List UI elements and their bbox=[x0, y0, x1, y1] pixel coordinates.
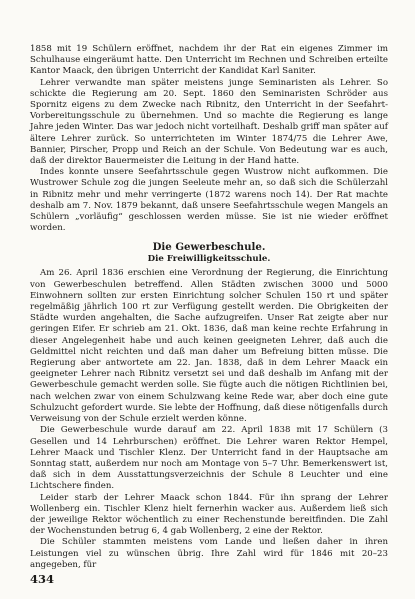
section-heading: Die Gewerbeschule. bbox=[152, 241, 266, 254]
paragraph: Die Gewerbeschule wurde darauf am 22. April 1838 mit 17 Schülern (3 Gesellen und 14 Lehrburschen) eröffnet. Die Lehrer waren Rektor Hempel, Lehrer Maack und Tischler Klenz. Der Unterricht fand in der Hauptsache am Sonntag statt, außerdem nur noch am Montage von 5–7 Uhr. Bemerkenswert ist, daß sich in dem Ausstattungsverzeichnis der Schule 8 Leuchter und eine Lichtschere finden. bbox=[30, 425, 388, 492]
section-subheading: Die Freiwilligkeitsschule. bbox=[147, 254, 271, 265]
paragraph: Indes konnte unsere Seefahrtsschule gegen Wustrow nicht aufkommen. Die Wustrower Schule zog die jungen Seeleute mehr an, so daß sich die Schülerzahl in Ribnitz mehr und mehr verringerte (1872 warens noch 14). Der Rat machte deshalb am 7. Nov. 1879 bekannt, daß unsere Seefahrtsschule wegen Mangels an Schülern „vorläufig“ geschlossen werden müsse. Sie ist nie wieder eröffnet worden. bbox=[30, 167, 388, 234]
paragraph: Am 26. April 1836 erschien eine Verordnung der Regierung, die Einrichtung von Gewerbeschulen betreffend. Allen Städten zwischen 3000 und 5000 Einwohnern sollten zur ersten Einrichtung solcher Schulen 150 rt und später regelmäßig jährlich 100 rt zur Verfügung gestellt werden. Die Obrigkeiten der Städte wurden angehalten, die Sache aufzugreifen. Unser Rat zeigte aber nur geringen Eifer. Er schrieb am 21. Okt. 1836, daß man keine rechte Erfahrung in dieser Angelegenheit habe und auch keinen geeigneten Lehrer, daß auch die Geldmittel nicht reichten und daß man daher um Befreiung bitten müsse. Die Regierung aber antwortete am 22. Jan. 1838, daß in dem Lehrer Maack ein geeigneter Lehrer nach Ribnitz versetzt sei und daß deshalb im Anfang mit der Gewerbeschule gemacht werden solle. Sie fügte auch die nötigen Richtlinien bei, nach welchen zwar von einem Schulzwang keine Rede war, aber doch eine gute Schulzucht gefordert wurde. Sie lebte der Hoffnung, daß diese nötigenfalls durch Verweisung von der Schule erzielt werden könne. bbox=[30, 268, 388, 425]
paragraph: 1858 mit 19 Schülern eröffnet, nachdem ihr der Rat ein eigenes Zimmer im Schulhause eingeräumt hatte. Den Unterricht im Rechnen und Schreiben erteilte Kantor Maack, den übrigen Unterricht der Kandidat Karl Saniter. bbox=[30, 44, 388, 77]
paragraph: Lehrer verwandte man später meistens junge Seminaristen als Lehrer. So schickte die Regierung am 20. Sept. 1860 den Seminaristen Schröder aus Spornitz eigens zu dem Zwecke nach Ribnitz, den Unterricht in der Seefahrt-Vorbereitungsschule zu übernehmen. Und so machte die Regierung es lange Jahre jeden Winter. Das war jedoch nicht vorteilhaft. Deshalb griff man später auf ältere Lehrer zurück. So unterrichteten im Winter 1874/75 die Lehrer Awe, Bannier, Pirscher, Propp und Reich an der Schule. Von Bedeutung war es auch, daß der direktor Bauermeister die Leitung in der Hand hatte. bbox=[30, 77, 388, 167]
body-text bbox=[30, 44, 388, 571]
paragraph: Die Schüler stammten meistens vom Lande und ließen daher in ihren Leistungen viel zu wünschen übrig. Ihre Zahl wird für 1846 mit 20–23 angegeben, für bbox=[30, 537, 388, 570]
page-number: 434 bbox=[30, 572, 55, 586]
paragraph: Leider starb der Lehrer Maack schon 1844. Für ihn sprang der Lehrer Wollenberg ein. Tischler Klenz hielt fernerhin wacker aus. Außerdem ließ sich der jeweilige Rektor wöchentlich zu einer Rechenstunde bereitfinden. Die Zahl der Wochenstunden betrug 6, 4 gab Wollenberg, 2 eine der Rektor. bbox=[30, 492, 388, 537]
